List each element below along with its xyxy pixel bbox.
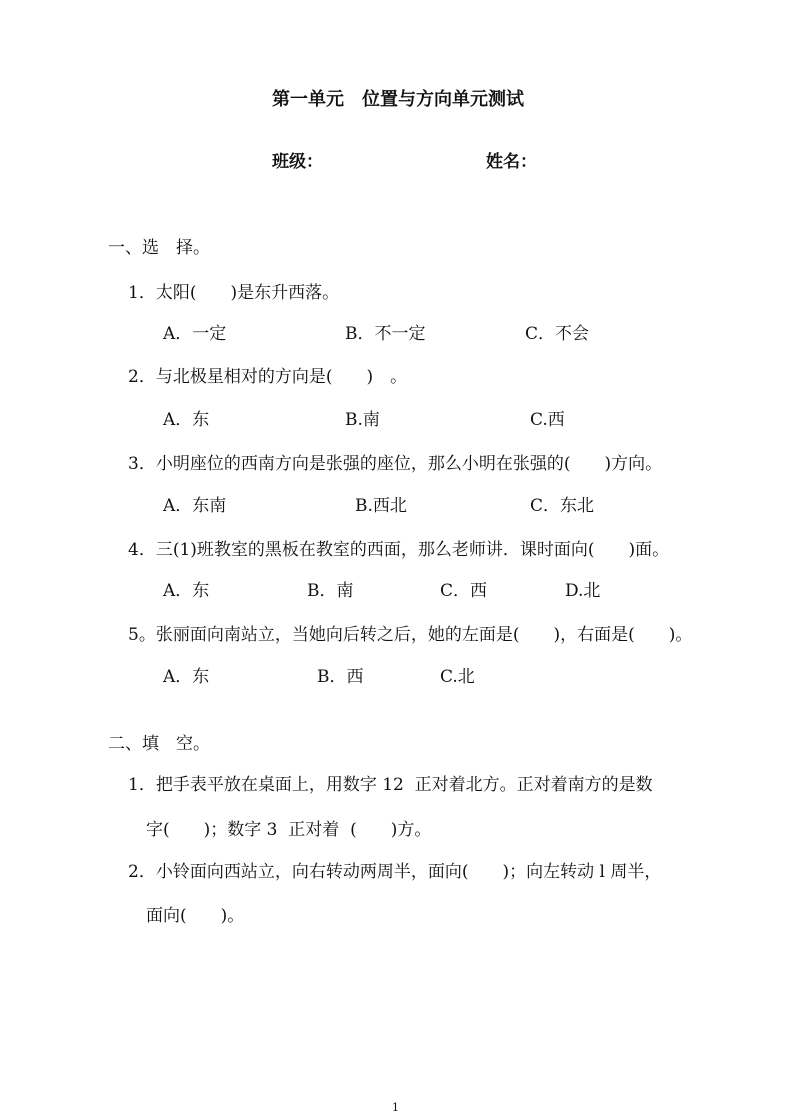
class-label: 班级：	[272, 152, 323, 172]
question-text: 2．小铃面向西站立，向右转动两周半，面向( )；向左转动 l 周半，	[128, 862, 662, 882]
option-text: C．不会	[525, 324, 590, 344]
question-text-continued: 面向( )。	[146, 906, 245, 926]
section-heading-fill: 二、填 空。	[108, 734, 210, 754]
option-text: C．西	[440, 581, 488, 601]
option-text: B．西	[317, 667, 364, 687]
question-text: 5。张丽面向南站立，当她向后转之后，她的左面是( )，右面是( )。	[128, 625, 693, 645]
question-text: 2．与北极星相对的方向是( ) 。	[128, 367, 408, 387]
option-text: A．东	[163, 410, 210, 430]
option-text: C.北	[440, 667, 475, 687]
option-text: B.南	[345, 410, 380, 430]
question-text: 4．三(1)班教室的黑板在教室的西面，那么老师讲．课时面向( )面。	[128, 540, 670, 560]
name-label: 姓名：	[486, 152, 537, 172]
option-text: B.西北	[355, 496, 407, 516]
question-text: 1．太阳( )是东升西落。	[128, 283, 340, 303]
option-text: C．东北	[530, 496, 595, 516]
option-text: D.北	[565, 581, 601, 601]
option-text: B．南	[307, 581, 354, 601]
question-text: 3．小明座位的西南方向是张强的座位，那么小明在张强的( )方向。	[128, 454, 663, 474]
option-text: B．不一定	[345, 324, 426, 344]
option-text: A．东南	[163, 496, 227, 516]
question-text: 1．把手表平放在桌面上，用数字 12 正对着北方。正对着南方的是数	[128, 775, 653, 795]
section-heading-choice: 一、选 择。	[108, 238, 210, 258]
option-text: C.西	[530, 410, 565, 430]
page-title: 第一单元 位置与方向单元测试	[272, 89, 524, 110]
option-text: A．东	[163, 581, 210, 601]
option-text: A．东	[163, 667, 210, 687]
question-text-continued: 字( )；数字 3 正对着 ( )方。	[146, 820, 432, 840]
page-number: 1	[392, 1101, 399, 1114]
option-text: A．一定	[163, 324, 227, 344]
